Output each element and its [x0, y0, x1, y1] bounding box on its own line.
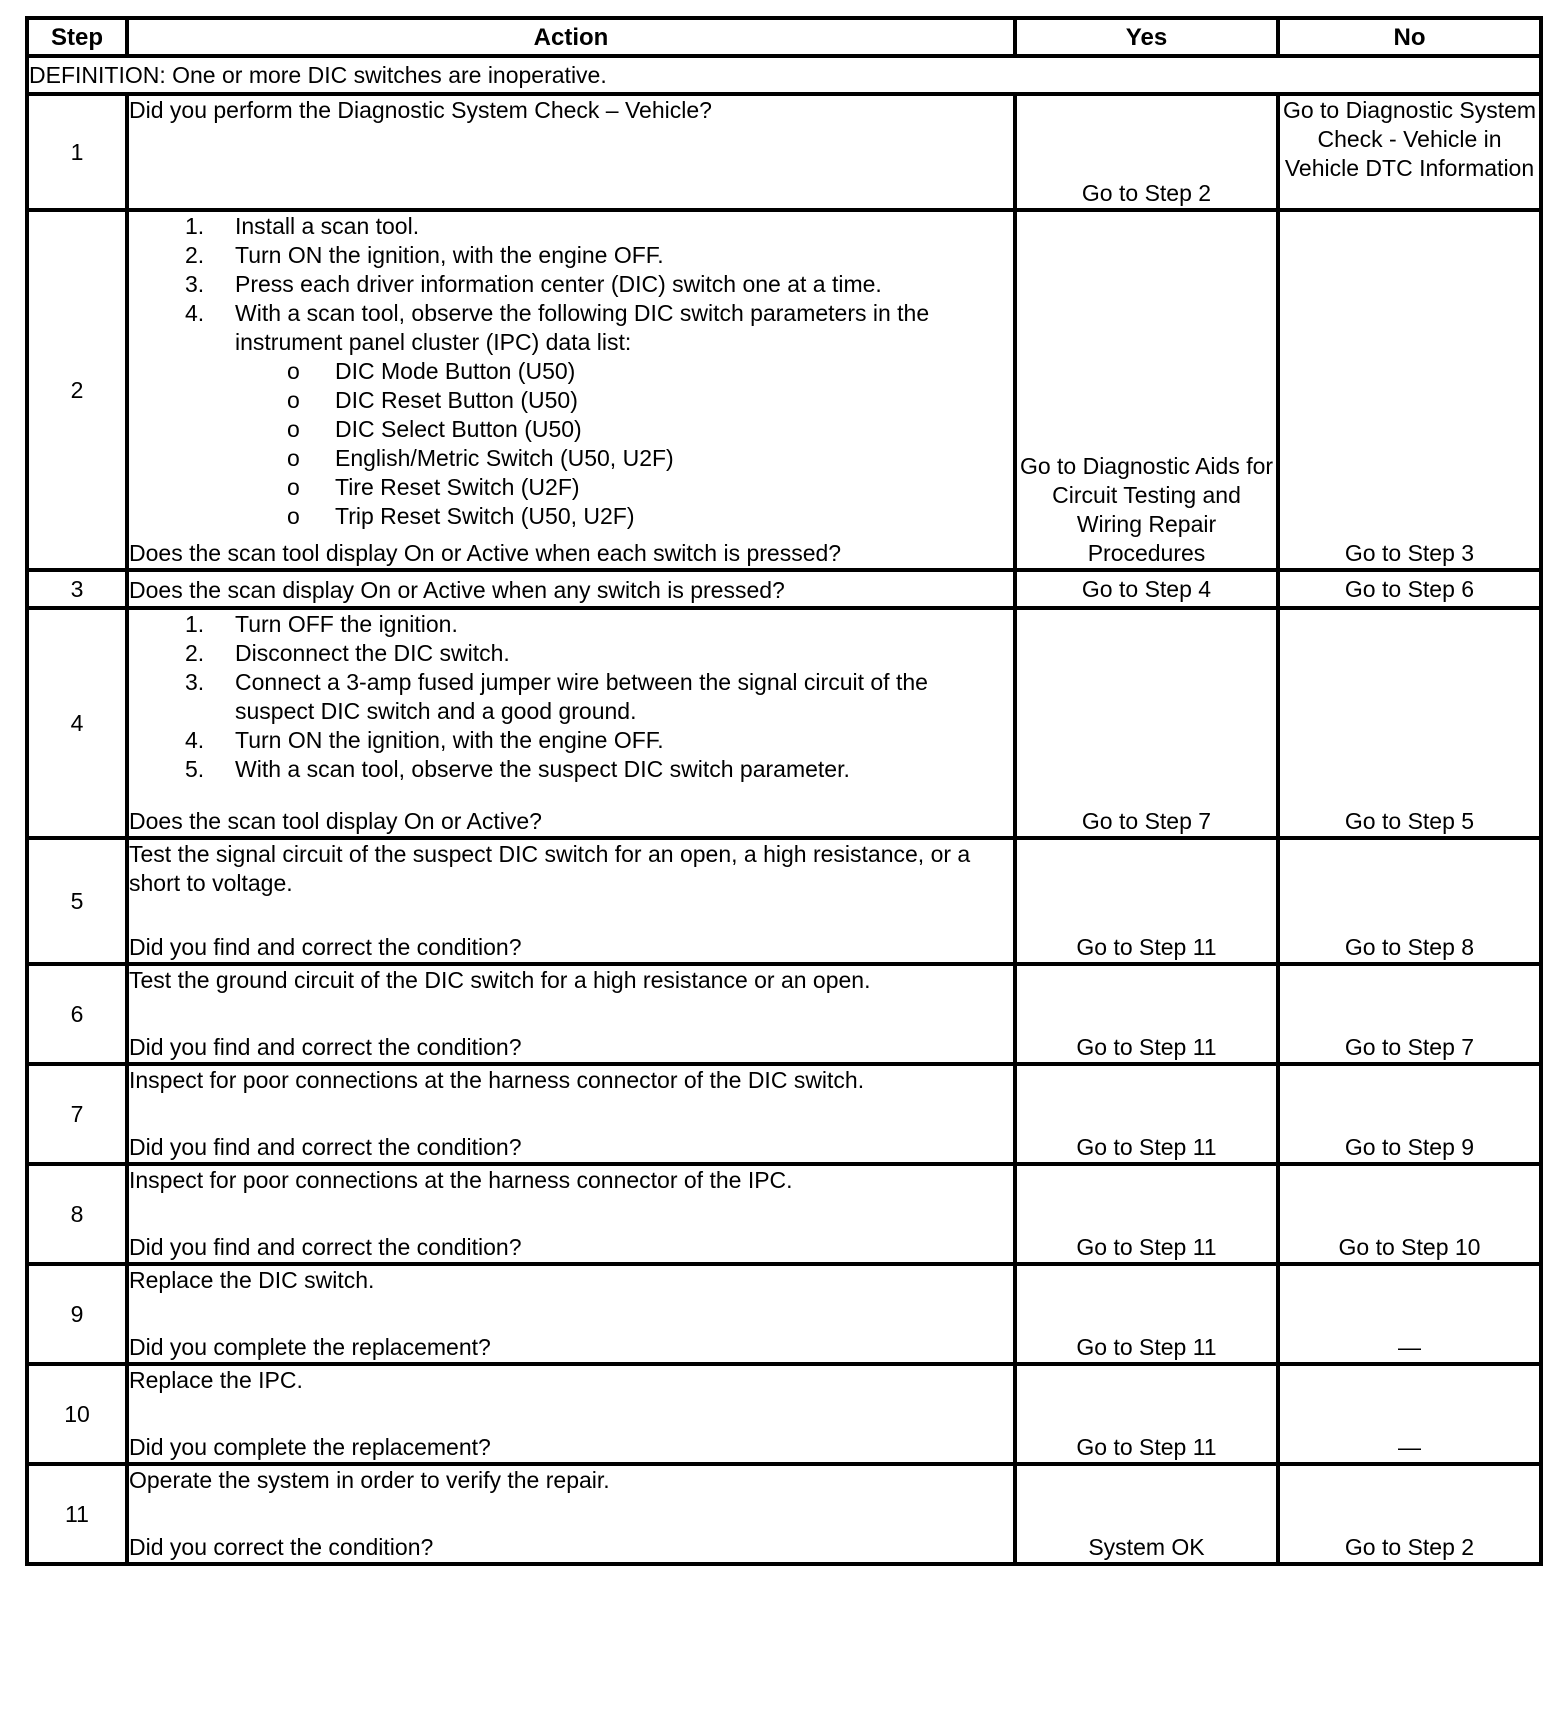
list-item-text: With a scan tool, observe the following DIC switch parameters in the instrument panel cluster (IPC) data list:	[235, 300, 930, 355]
header-yes: Yes	[1015, 18, 1278, 56]
list-item: Disconnect the DIC switch.	[235, 640, 510, 666]
list-item	[235, 299, 1013, 531]
action-question: Did you find and correct the condition?	[129, 1234, 522, 1260]
step-number: 9	[27, 1264, 127, 1364]
yes-cell: Go to Step 4	[1015, 570, 1278, 608]
list-item: Press each driver information center (DIC) switch one at a time.	[235, 271, 882, 297]
action-cell	[127, 838, 1015, 964]
table-row	[27, 570, 1541, 608]
action-text: Operate the system in order to verify the repair.	[129, 1467, 610, 1493]
no-cell: Go to Step 10	[1278, 1164, 1541, 1264]
table-row	[27, 1264, 1541, 1364]
no-cell: Go to Step 2	[1278, 1464, 1541, 1564]
action-cell	[127, 570, 1015, 608]
no-cell: Go to Step 3	[1278, 210, 1541, 570]
action-text: Replace the DIC switch.	[129, 1267, 375, 1293]
sub-list-item: o DIC Mode Button (U50)	[335, 357, 1013, 386]
step-number: 6	[27, 964, 127, 1064]
yes-cell: Go to Step 2	[1015, 94, 1278, 210]
definition-text: DEFINITION: One or more DIC switches are inoperative.	[27, 56, 1541, 94]
yes-cell: System OK	[1015, 1464, 1278, 1564]
table-row	[27, 1164, 1541, 1264]
action-text: Does the scan display On or Active when any switch is pressed?	[129, 576, 785, 603]
action-cell	[127, 608, 1015, 838]
no-cell: Go to Step 5	[1278, 608, 1541, 838]
no-cell: Go to Step 6	[1278, 570, 1541, 608]
step-number: 3	[27, 570, 127, 608]
table-row	[27, 94, 1541, 210]
no-cell: Go to Step 9	[1278, 1064, 1541, 1164]
action-text: Test the ground circuit of the DIC switch for a high resistance or an open.	[129, 967, 871, 993]
list-item: Turn ON the ignition, with the engine OFF.	[235, 727, 664, 753]
sub-list-item: o Tire Reset Switch (U2F)	[335, 473, 1013, 502]
step-number: 5	[27, 838, 127, 964]
list-item: Connect a 3-amp fused jumper wire between the signal circuit of the suspect DIC switch and a good ground.	[235, 669, 928, 724]
step-number: 10	[27, 1364, 127, 1464]
action-text: Inspect for poor connections at the harness connector of the DIC switch.	[129, 1067, 865, 1093]
action-question: Did you find and correct the condition?	[129, 1134, 522, 1160]
yes-cell: Go to Step 11	[1015, 1364, 1278, 1464]
action-text: Inspect for poor connections at the harness connector of the IPC.	[129, 1167, 793, 1193]
list-item: Turn OFF the ignition.	[235, 611, 458, 637]
diagnostic-table	[25, 16, 1543, 1566]
table-row	[27, 1364, 1541, 1464]
sub-list-item: o DIC Select Button (U50)	[335, 415, 1013, 444]
sub-list-item: o Trip Reset Switch (U50, U2F)	[335, 502, 1013, 531]
header-action: Action	[127, 18, 1015, 56]
step-number: 11	[27, 1464, 127, 1564]
procedure-list	[129, 212, 1013, 531]
table-row	[27, 838, 1541, 964]
action-text: Did you perform the Diagnostic System Check – Vehicle?	[129, 97, 712, 123]
table-row	[27, 964, 1541, 1064]
header-no: No	[1278, 18, 1541, 56]
action-cell	[127, 1464, 1015, 1564]
yes-cell: Go to Step 7	[1015, 608, 1278, 838]
yes-cell: Go to Step 11	[1015, 1264, 1278, 1364]
no-cell: Go to Step 7	[1278, 964, 1541, 1064]
yes-cell: Go to Diagnostic Aids for Circuit Testing and Wiring Repair Procedures	[1015, 210, 1278, 570]
action-question: Did you correct the condition?	[129, 1534, 434, 1560]
header-step: Step	[27, 18, 127, 56]
list-item: With a scan tool, observe the suspect DIC switch parameter.	[235, 756, 850, 782]
header-row	[27, 18, 1541, 56]
action-text: Test the signal circuit of the suspect DIC switch for an open, a high resistance, or a short to voltage.	[129, 841, 971, 896]
action-question: Did you find and correct the condition?	[129, 1034, 522, 1060]
action-cell	[127, 1264, 1015, 1364]
action-question: Did you complete the replacement?	[129, 1334, 491, 1360]
step-number: 4	[27, 608, 127, 838]
action-cell	[127, 964, 1015, 1064]
no-cell: Go to Step 8	[1278, 838, 1541, 964]
action-question: Does the scan tool display On or Active?	[129, 808, 542, 834]
action-cell	[127, 1064, 1015, 1164]
action-text: Replace the IPC.	[129, 1367, 303, 1393]
action-question: Did you find and correct the condition?	[129, 934, 522, 960]
yes-cell: Go to Step 11	[1015, 1164, 1278, 1264]
action-question: Did you complete the replacement?	[129, 1434, 491, 1460]
no-cell: —	[1278, 1264, 1541, 1364]
list-item: Install a scan tool.	[235, 213, 420, 239]
action-cell	[127, 1164, 1015, 1264]
step-number: 7	[27, 1064, 127, 1164]
yes-cell: Go to Step 11	[1015, 1064, 1278, 1164]
step-number: 1	[27, 94, 127, 210]
table-row	[27, 1064, 1541, 1164]
step-number: 2	[27, 210, 127, 570]
list-item: Turn ON the ignition, with the engine OFF.	[235, 242, 664, 268]
sub-list-item: o English/Metric Switch (U50, U2F)	[335, 444, 1013, 473]
yes-cell: Go to Step 11	[1015, 838, 1278, 964]
no-cell: —	[1278, 1364, 1541, 1464]
table-row	[27, 1464, 1541, 1564]
yes-cell: Go to Step 11	[1015, 964, 1278, 1064]
step-number: 8	[27, 1164, 127, 1264]
parameter-list	[235, 357, 1013, 531]
procedure-list	[129, 610, 1013, 784]
action-cell	[127, 210, 1015, 570]
action-question: Does the scan tool display On or Active when each switch is pressed?	[129, 540, 842, 566]
table-row	[27, 210, 1541, 570]
action-cell	[127, 1364, 1015, 1464]
table-row	[27, 608, 1541, 838]
sub-list-item: o DIC Reset Button (U50)	[335, 386, 1013, 415]
no-cell: Go to Diagnostic System Check - Vehicle in Vehicle DTC Information	[1278, 94, 1541, 210]
definition-row	[27, 56, 1541, 94]
action-cell	[127, 94, 1015, 210]
